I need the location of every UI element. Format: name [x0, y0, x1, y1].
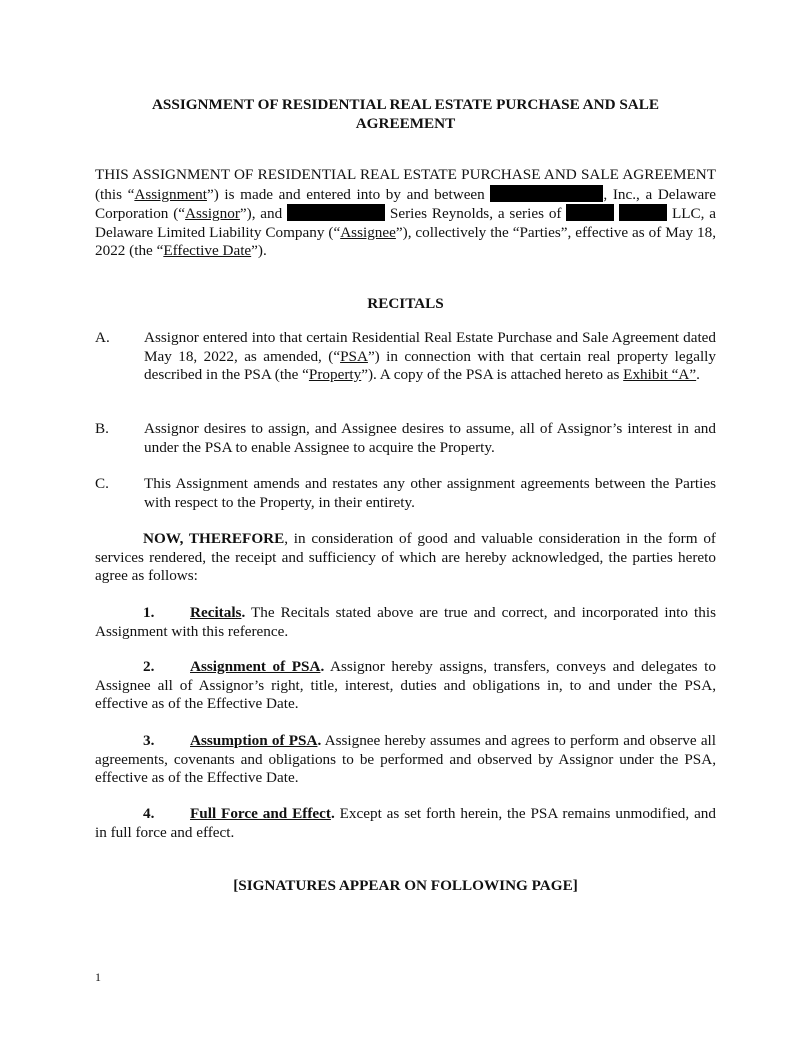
property-defined-term: Property — [308, 366, 362, 383]
recital-item — [95, 420, 716, 457]
exhibit-reference: Exhibit “A” — [623, 366, 697, 383]
intro-paragraph: THIS ASSIGNMENT OF RESIDENTIAL REAL ESTATE PURCHASE AND SALE AGREEMENT (this “Assignment”) is made and entered into by and between , Inc., a Delaware Corporation (“Assignor”), and Series Reynolds, a series of LLC, a Delaware Limited Liability Company (“Assignee”), collectively the “Parties”, effective as of May 18, 2022 (the “Effective Date”). — [95, 166, 717, 259]
recital-item — [95, 329, 716, 385]
recitals-heading: RECITALS — [367, 295, 444, 312]
section-heading: Assignment of PSA — [190, 658, 321, 675]
section-heading: Full Force and Effect — [190, 805, 331, 822]
recital-text: Assignor entered into that certain Residential Real Estate Purchase and Sale Agreement dated May 18, 2022, as amended, (“PSA”) in connection with that certain real property legally described in the PSA (the “Property”). A copy of the PSA is attached hereto as Exhibit “A”. — [144, 329, 716, 383]
section-number: 1. — [143, 604, 155, 621]
section-number: 4. — [143, 805, 155, 822]
title-line-1: ASSIGNMENT OF RESIDENTIAL REAL ESTATE PURCHASE AND SALE — [151, 96, 660, 113]
effective-date-defined-term: Effective Date — [163, 242, 252, 259]
section-3: 3. Assumption of PSA. Assignee hereby assumes and agrees to perform and observe all agreements, covenants and obligations to be performed and observed by Assignor under the PSA, effective as of the Effective Date. — [95, 732, 716, 786]
recital-letter: A. — [95, 329, 110, 346]
section-text: Assignor hereby assigns, transfers, conveys and delegates to Assignee all of Assignor’s right, title, interest, duties and obligations in, to and under the PSA, effective as of the Effective Date. — [95, 658, 716, 712]
document-title — [95, 95, 716, 133]
section-text: Except as set forth herein, the PSA remains unmodified, and in full force and effect. — [95, 805, 716, 841]
section-number: 3. — [143, 732, 155, 749]
section-2: 2. Assignment of PSA. Assignor hereby assigns, transfers, conveys and delegates to Assignee all of Assignor’s right, title, interest, duties and obligations in, to and under the PSA, effective as of the Effective Date. — [95, 658, 716, 712]
assignor-defined-term: Assignor — [185, 205, 240, 222]
title-line-2: AGREEMENT — [355, 115, 456, 132]
section-1: 1. Recitals. The Recitals stated above are true and correct, and incorporated into this Assignment with this reference. — [95, 604, 716, 640]
assignee-defined-term: Assignee — [340, 223, 396, 241]
section-number: 2. — [143, 658, 155, 675]
section-text: The Recitals stated above are true and correct, and incorporated into this Assignment with this reference. — [95, 604, 716, 640]
signature-note: [SIGNATURES APPEAR ON FOLLOWING PAGE] — [233, 877, 578, 894]
redaction-bar — [287, 204, 385, 221]
section-text: Assignee hereby assumes and agrees to perform and observe all agreements, covenants and obligations to be performed and observed by Assignor under the PSA, effective as of the Effective Date. — [95, 732, 716, 786]
redaction-bar — [619, 204, 667, 221]
redaction-bar — [566, 204, 614, 221]
recital-letter: B. — [95, 420, 109, 437]
assignment-defined-term: Assignment — [134, 185, 207, 203]
section-heading: Recitals — [190, 604, 242, 621]
recital-letter: C. — [95, 475, 109, 492]
psa-defined-term: PSA — [340, 347, 368, 365]
recital-text: This Assignment amends and restates any other assignment agreements between the Parties with respect to the Property, in their entirety. — [144, 475, 716, 511]
section-4: 4. Full Force and Effect. Except as set forth herein, the PSA remains unmodified, and in full force and effect. — [95, 805, 716, 841]
now-therefore-lead: NOW, THEREFORE — [143, 530, 285, 547]
redaction-bar — [490, 185, 603, 202]
recital-item — [95, 475, 716, 512]
section-heading: Assumption of PSA — [190, 732, 318, 749]
now-therefore-paragraph: NOW, THEREFORE, in consideration of good and valuable consideration in the form of services rendered, the receipt and sufficiency of which are hereby acknowledged, the parties hereto agree as follows: — [95, 530, 716, 584]
page-number: 1 — [95, 970, 101, 984]
recital-text: Assignor desires to assign, and Assignee desires to assume, all of Assignor’s interest in and under the PSA to enable Assignee to acquire the Property. — [144, 420, 716, 456]
